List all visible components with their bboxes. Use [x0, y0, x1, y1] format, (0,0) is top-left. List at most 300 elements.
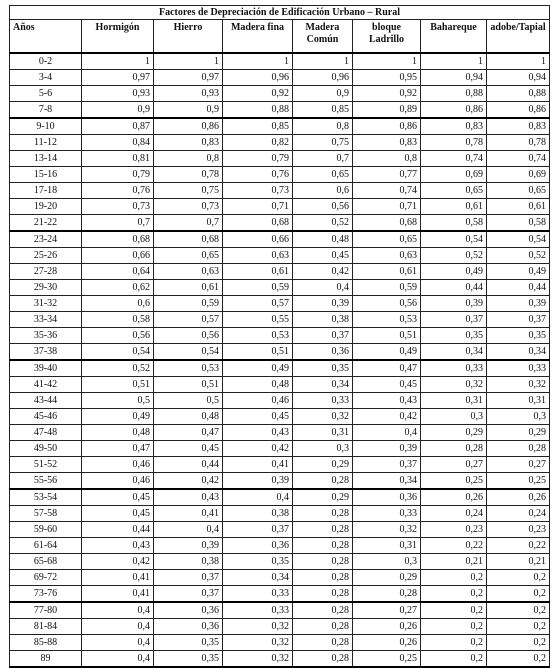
factor-cell: 0,74: [353, 183, 421, 199]
factor-cell: 0,96: [293, 70, 353, 86]
factor-cell: 0,63: [154, 264, 223, 280]
factor-cell: 0,6: [293, 183, 353, 199]
column-header-years: Años: [10, 20, 82, 54]
factor-cell: 0,83: [487, 118, 550, 135]
factor-cell: 0,77: [353, 167, 421, 183]
table-row: [10, 570, 550, 586]
column-header-madera-fina: Madera fina: [223, 20, 293, 54]
factor-cell: 0,63: [353, 248, 421, 264]
factor-cell: 0,28: [293, 586, 353, 603]
factor-cell: 0,39: [154, 538, 223, 554]
factor-cell: 0,24: [421, 506, 487, 522]
factor-cell: 0,22: [487, 538, 550, 554]
factor-cell: 0,4: [82, 602, 154, 619]
factor-cell: 0,5: [82, 393, 154, 409]
table-title: Factores de Depreciación de Edificación Urbano – Rural: [10, 6, 550, 20]
table-row: [10, 635, 550, 651]
factor-cell: 0,4: [82, 635, 154, 651]
table-row: [10, 489, 550, 506]
factor-cell: 0,44: [154, 457, 223, 473]
factor-cell: 0,25: [421, 473, 487, 490]
year-range-cell: 17-18: [10, 183, 82, 199]
factor-cell: 0,45: [82, 506, 154, 522]
factor-cell: 0,27: [421, 457, 487, 473]
column-header-hormigon: Hormigón: [82, 20, 154, 54]
factor-cell: 0,31: [353, 538, 421, 554]
factor-cell: 0,45: [293, 248, 353, 264]
factor-cell: 0,97: [154, 70, 223, 86]
factor-cell: 1: [154, 53, 223, 70]
year-range-cell: 65-68: [10, 554, 82, 570]
factor-cell: 0,32: [353, 522, 421, 538]
factor-cell: 0,61: [487, 199, 550, 215]
year-range-cell: 21-22: [10, 215, 82, 232]
factor-cell: 0,62: [82, 280, 154, 296]
factor-cell: 0,26: [353, 619, 421, 635]
factor-cell: 0,43: [154, 489, 223, 506]
factor-cell: 0,55: [223, 312, 293, 328]
factor-cell: 0,95: [353, 70, 421, 86]
factor-cell: 0,84: [82, 135, 154, 151]
factor-cell: 0,28: [293, 570, 353, 586]
factor-cell: 0,45: [154, 441, 223, 457]
factor-cell: 0,3: [487, 409, 550, 425]
factor-cell: 0,58: [421, 215, 487, 232]
factor-cell: 0,35: [293, 360, 353, 377]
factor-cell: 0,31: [421, 393, 487, 409]
table-row: [10, 118, 550, 135]
table-row: [10, 393, 550, 409]
factor-cell: 0,76: [82, 183, 154, 199]
factor-cell: 0,69: [487, 167, 550, 183]
factor-cell: 0,37: [353, 457, 421, 473]
year-range-cell: 35-36: [10, 328, 82, 344]
factor-cell: 0,2: [421, 570, 487, 586]
factor-cell: 0,36: [223, 538, 293, 554]
factor-cell: 0,27: [353, 602, 421, 619]
factor-cell: 0,26: [487, 489, 550, 506]
factor-cell: 0,79: [82, 167, 154, 183]
table-row: [10, 215, 550, 232]
factor-cell: 0,54: [154, 344, 223, 361]
factor-cell: 0,78: [421, 135, 487, 151]
factor-cell: 0,43: [353, 393, 421, 409]
table-row: [10, 199, 550, 215]
factor-cell: 0,82: [223, 135, 293, 151]
factor-cell: 0,42: [154, 473, 223, 490]
factor-cell: 0,74: [487, 151, 550, 167]
factor-cell: 0,37: [487, 312, 550, 328]
factor-cell: 0,87: [82, 118, 154, 135]
factor-cell: 0,97: [82, 70, 154, 86]
factor-cell: 0,45: [223, 409, 293, 425]
factor-cell: 0,39: [293, 296, 353, 312]
factor-cell: 0,33: [293, 393, 353, 409]
column-header-adobe-tapial: adobe/Tapial: [487, 20, 550, 54]
factor-cell: 0,61: [353, 264, 421, 280]
factor-cell: 0,9: [293, 86, 353, 102]
factor-cell: 0,96: [223, 70, 293, 86]
factor-cell: 0,47: [82, 441, 154, 457]
factor-cell: 0,86: [353, 118, 421, 135]
factor-cell: 0,28: [293, 602, 353, 619]
table-row: [10, 506, 550, 522]
factor-cell: 0,42: [293, 264, 353, 280]
year-range-cell: 47-48: [10, 425, 82, 441]
factor-cell: 0,66: [82, 248, 154, 264]
factor-cell: 0,89: [353, 102, 421, 119]
factor-cell: 0,39: [487, 296, 550, 312]
factor-cell: 0,64: [82, 264, 154, 280]
year-range-cell: 55-56: [10, 473, 82, 490]
factor-cell: 0,2: [421, 635, 487, 651]
factor-cell: 0,29: [293, 457, 353, 473]
factor-cell: 0,79: [223, 151, 293, 167]
factor-cell: 0,2: [421, 602, 487, 619]
factor-cell: 0,35: [487, 328, 550, 344]
factor-cell: 0,2: [487, 635, 550, 651]
factor-cell: 0,23: [487, 522, 550, 538]
factor-cell: 0,41: [154, 506, 223, 522]
factor-cell: 0,63: [223, 248, 293, 264]
factor-cell: 0,35: [223, 554, 293, 570]
factor-cell: 0,68: [154, 231, 223, 248]
year-range-cell: 29-30: [10, 280, 82, 296]
factor-cell: 0,68: [223, 215, 293, 232]
factor-cell: 0,4: [353, 425, 421, 441]
factor-cell: 0,51: [223, 344, 293, 361]
factor-cell: 0,31: [487, 393, 550, 409]
year-range-cell: 81-84: [10, 619, 82, 635]
factor-cell: 0,85: [293, 102, 353, 119]
year-range-cell: 51-52: [10, 457, 82, 473]
factor-cell: 0,32: [223, 619, 293, 635]
year-range-cell: 27-28: [10, 264, 82, 280]
factor-cell: 0,68: [353, 215, 421, 232]
factor-cell: 0,4: [293, 280, 353, 296]
factor-cell: 0,8: [353, 151, 421, 167]
factor-cell: 0,94: [487, 70, 550, 86]
factor-cell: 0,37: [293, 328, 353, 344]
factor-cell: 0,33: [223, 586, 293, 603]
factor-cell: 0,85: [223, 118, 293, 135]
depreciation-table-container: [9, 5, 549, 668]
table-row: [10, 264, 550, 280]
factor-cell: 0,3: [293, 441, 353, 457]
factor-cell: 0,2: [421, 651, 487, 668]
factor-cell: 0,65: [293, 167, 353, 183]
factor-cell: 0,4: [154, 522, 223, 538]
table-row: [10, 344, 550, 361]
factor-cell: 0,51: [82, 377, 154, 393]
factor-cell: 0,26: [421, 489, 487, 506]
factor-cell: 0,7: [82, 215, 154, 232]
table-row: [10, 554, 550, 570]
factor-cell: 0,31: [293, 425, 353, 441]
factor-cell: 0,44: [487, 280, 550, 296]
factor-cell: 0,56: [293, 199, 353, 215]
year-range-cell: 5-6: [10, 86, 82, 102]
table-row: [10, 296, 550, 312]
factor-cell: 0,37: [154, 586, 223, 603]
factor-cell: 0,51: [154, 377, 223, 393]
year-range-cell: 9-10: [10, 118, 82, 135]
factor-cell: 1: [82, 53, 154, 70]
table-row: [10, 651, 550, 668]
factor-cell: 0,76: [223, 167, 293, 183]
table-row: [10, 522, 550, 538]
factor-cell: 0,36: [293, 344, 353, 361]
factor-cell: 0,42: [223, 441, 293, 457]
factor-cell: 0,47: [154, 425, 223, 441]
factor-cell: 0,28: [293, 522, 353, 538]
factor-cell: 0,65: [353, 231, 421, 248]
factor-cell: 0,44: [421, 280, 487, 296]
factor-cell: 0,37: [421, 312, 487, 328]
factor-cell: 0,35: [421, 328, 487, 344]
factor-cell: 0,57: [154, 312, 223, 328]
factor-cell: 0,33: [421, 360, 487, 377]
factor-cell: 0,41: [82, 570, 154, 586]
factor-cell: 0,43: [223, 425, 293, 441]
factor-cell: 0,28: [293, 506, 353, 522]
factor-cell: 0,28: [293, 538, 353, 554]
year-range-cell: 41-42: [10, 377, 82, 393]
factor-cell: 0,49: [421, 264, 487, 280]
table-row: [10, 328, 550, 344]
year-range-cell: 57-58: [10, 506, 82, 522]
factor-cell: 0,22: [421, 538, 487, 554]
factor-cell: 0,49: [82, 409, 154, 425]
factor-cell: 0,25: [487, 473, 550, 490]
depreciation-table: [9, 5, 550, 668]
factor-cell: 0,73: [223, 183, 293, 199]
factor-cell: 0,44: [82, 522, 154, 538]
factor-cell: 0,65: [421, 183, 487, 199]
year-range-cell: 15-16: [10, 167, 82, 183]
table-row: [10, 377, 550, 393]
factor-cell: 0,33: [353, 506, 421, 522]
factor-cell: 0,41: [82, 586, 154, 603]
factor-cell: 0,39: [353, 441, 421, 457]
factor-cell: 0,9: [82, 102, 154, 119]
factor-cell: 0,2: [421, 619, 487, 635]
year-range-cell: 0-2: [10, 53, 82, 70]
year-range-cell: 69-72: [10, 570, 82, 586]
factor-cell: 0,48: [223, 377, 293, 393]
factor-cell: 0,48: [154, 409, 223, 425]
factor-cell: 1: [421, 53, 487, 70]
factor-cell: 0,5: [154, 393, 223, 409]
factor-cell: 0,28: [353, 586, 421, 603]
factor-cell: 0,83: [421, 118, 487, 135]
factor-cell: 0,54: [487, 231, 550, 248]
year-range-cell: 11-12: [10, 135, 82, 151]
table-row: [10, 312, 550, 328]
factor-cell: 0,71: [353, 199, 421, 215]
factor-cell: 0,86: [487, 102, 550, 119]
year-range-cell: 45-46: [10, 409, 82, 425]
factor-cell: 0,46: [82, 473, 154, 490]
year-range-cell: 23-24: [10, 231, 82, 248]
factor-cell: 0,74: [421, 151, 487, 167]
factor-cell: 0,49: [353, 344, 421, 361]
factor-cell: 0,33: [223, 602, 293, 619]
year-range-cell: 61-64: [10, 538, 82, 554]
factor-cell: 0,47: [353, 360, 421, 377]
factor-cell: 0,4: [82, 651, 154, 668]
factor-cell: 1: [487, 53, 550, 70]
year-range-cell: 89: [10, 651, 82, 668]
factor-cell: 0,28: [293, 619, 353, 635]
year-range-cell: 39-40: [10, 360, 82, 377]
factor-cell: 0,59: [154, 296, 223, 312]
factor-cell: 0,52: [421, 248, 487, 264]
factor-cell: 0,34: [487, 344, 550, 361]
factor-cell: 0,34: [421, 344, 487, 361]
factor-cell: 0,51: [353, 328, 421, 344]
factor-cell: 0,21: [487, 554, 550, 570]
factor-cell: 0,78: [487, 135, 550, 151]
factor-cell: 0,56: [353, 296, 421, 312]
factor-cell: 0,37: [223, 522, 293, 538]
factor-cell: 0,61: [421, 199, 487, 215]
factor-cell: 0,83: [154, 135, 223, 151]
factor-cell: 0,81: [82, 151, 154, 167]
table-row: [10, 586, 550, 603]
factor-cell: 0,28: [421, 441, 487, 457]
year-range-cell: 77-80: [10, 602, 82, 619]
factor-cell: 0,32: [487, 377, 550, 393]
factor-cell: 0,4: [223, 489, 293, 506]
factor-cell: 0,2: [487, 570, 550, 586]
factor-cell: 0,59: [353, 280, 421, 296]
factor-cell: 1: [293, 53, 353, 70]
factor-cell: 0,59: [223, 280, 293, 296]
year-range-cell: 3-4: [10, 70, 82, 86]
table-row: [10, 619, 550, 635]
table-row: [10, 70, 550, 86]
factor-cell: 0,39: [421, 296, 487, 312]
factor-cell: 0,8: [293, 118, 353, 135]
factor-cell: 0,4: [82, 619, 154, 635]
year-range-cell: 59-60: [10, 522, 82, 538]
year-range-cell: 53-54: [10, 489, 82, 506]
factor-cell: 0,2: [487, 602, 550, 619]
factor-cell: 0,56: [82, 328, 154, 344]
column-header-row: [10, 20, 550, 54]
table-row: [10, 425, 550, 441]
factor-cell: 0,43: [82, 538, 154, 554]
factor-cell: 0,28: [293, 635, 353, 651]
factor-cell: 0,2: [487, 651, 550, 668]
factor-cell: 0,69: [421, 167, 487, 183]
table-row: [10, 151, 550, 167]
factor-cell: 0,46: [82, 457, 154, 473]
factor-cell: 0,48: [293, 231, 353, 248]
table-row: [10, 441, 550, 457]
factor-cell: 0,88: [421, 86, 487, 102]
factor-cell: 0,28: [293, 554, 353, 570]
factor-cell: 0,52: [293, 215, 353, 232]
factor-cell: 0,6: [82, 296, 154, 312]
factor-cell: 0,2: [487, 619, 550, 635]
year-range-cell: 19-20: [10, 199, 82, 215]
factor-cell: 0,29: [293, 489, 353, 506]
factor-cell: 0,57: [223, 296, 293, 312]
factor-cell: 0,29: [487, 425, 550, 441]
factor-cell: 0,52: [487, 248, 550, 264]
factor-cell: 0,35: [154, 651, 223, 668]
factor-cell: 0,42: [82, 554, 154, 570]
factor-cell: 0,49: [487, 264, 550, 280]
table-row: [10, 280, 550, 296]
factor-cell: 0,66: [223, 231, 293, 248]
table-row: [10, 86, 550, 102]
factor-cell: 0,28: [293, 473, 353, 490]
table-row: [10, 457, 550, 473]
column-header-bloque-ladrillo: bloque Ladrillo: [353, 20, 421, 54]
factor-cell: 0,52: [82, 360, 154, 377]
factor-cell: 0,65: [154, 248, 223, 264]
factor-cell: 0,38: [154, 554, 223, 570]
year-range-cell: 31-32: [10, 296, 82, 312]
year-range-cell: 13-14: [10, 151, 82, 167]
table-body: [10, 53, 550, 667]
factor-cell: 0,2: [421, 586, 487, 603]
factor-cell: 0,37: [154, 570, 223, 586]
factor-cell: 0,29: [353, 570, 421, 586]
factor-cell: 0,36: [154, 619, 223, 635]
factor-cell: 0,25: [353, 651, 421, 668]
factor-cell: 0,35: [154, 635, 223, 651]
factor-cell: 0,3: [421, 409, 487, 425]
factor-cell: 0,61: [154, 280, 223, 296]
factor-cell: 0,48: [82, 425, 154, 441]
factor-cell: 0,93: [154, 86, 223, 102]
factor-cell: 0,65: [487, 183, 550, 199]
factor-cell: 0,93: [82, 86, 154, 102]
factor-cell: 0,26: [353, 635, 421, 651]
table-row: [10, 167, 550, 183]
factor-cell: 0,36: [353, 489, 421, 506]
table-row: [10, 538, 550, 554]
table-row: [10, 183, 550, 199]
year-range-cell: 73-76: [10, 586, 82, 603]
table-row: [10, 53, 550, 70]
table-row: [10, 135, 550, 151]
factor-cell: 0,83: [353, 135, 421, 151]
factor-cell: 0,86: [154, 118, 223, 135]
factor-cell: 0,78: [154, 167, 223, 183]
table-row: [10, 360, 550, 377]
factor-cell: 0,27: [487, 457, 550, 473]
factor-cell: 0,86: [421, 102, 487, 119]
factor-cell: 0,3: [353, 554, 421, 570]
factor-cell: 0,49: [223, 360, 293, 377]
factor-cell: 0,53: [223, 328, 293, 344]
factor-cell: 0,41: [223, 457, 293, 473]
factor-cell: 0,53: [154, 360, 223, 377]
year-range-cell: 7-8: [10, 102, 82, 119]
factor-cell: 0,92: [353, 86, 421, 102]
factor-cell: 0,9: [154, 102, 223, 119]
factor-cell: 0,7: [293, 151, 353, 167]
factor-cell: 0,58: [82, 312, 154, 328]
column-header-bahareque: Bahareque: [421, 20, 487, 54]
factor-cell: 1: [223, 53, 293, 70]
factor-cell: 0,34: [353, 473, 421, 490]
